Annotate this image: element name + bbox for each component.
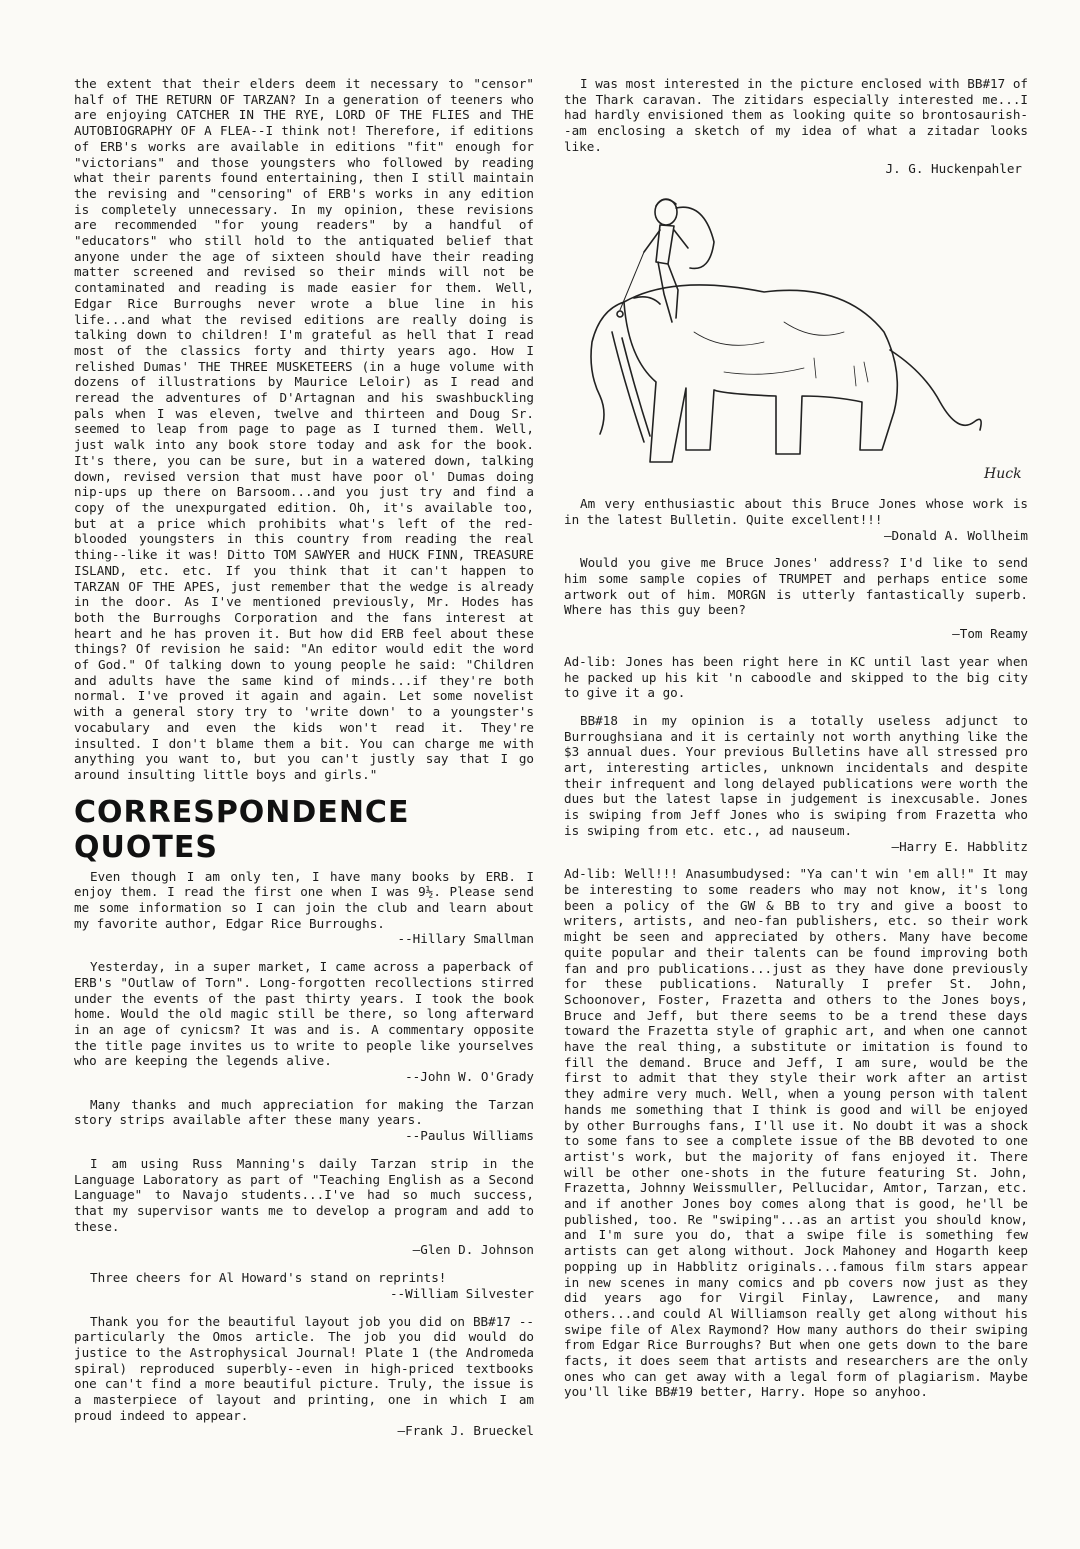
beast-tail [890, 350, 981, 430]
beast-body [624, 285, 897, 462]
letter-huckenpahler: I was most interested in the picture enclosed with BB#17 of the Thark caravan. The zitidars especially interested me...I had hardly envisioned them as looking quite so brontosaurish--am enclosing a sketch of my idea of what a zitadar looks like. [564, 76, 1028, 154]
quote-4: I am using Russ Manning's daily Tarzan strip in the Language Laboratory as part of "Teaching English as a Second Language" to Navajo students...I've had so much success, that my supervisor wants me to develop a program and add to these. [74, 1155, 534, 1234]
beast-trunk [591, 302, 624, 434]
beast-eye [617, 311, 623, 317]
beast-hatching [814, 358, 868, 386]
beast-shading [694, 322, 844, 374]
wollheim-signature: —Donald A. Wollheim [883, 527, 1028, 543]
beast-tusk [612, 332, 644, 442]
quote-3-signature: --Paulus Williams [405, 1128, 534, 1144]
quote-4-signature: —Glen D. Johnson [412, 1242, 534, 1258]
adlib-jones: Ad-lib: Jones has been right here in KC until last year when he packed up his kit 'n caboodle and skipped to the big city to give it a go. [564, 653, 1028, 701]
zitidar-illustration [564, 182, 1028, 492]
beast-ear [634, 297, 660, 304]
letter-continuation: the extent that their elders deem it necessary to "censor" half of THE RETURN OF TARZAN? In a generation of teeners who are enjoying CATCHER IN THE RYE, LORD OF THE FLIES and THE AUTOBIOGRAPHY OF A FLEA--I think not! Therefore, if editions of ERB's works are available in editions "fit" enough for "victorians" and those youngsters who followed by reading what their parents found entertaining, then I still maintain the revising and "censoring" of ERB's works in any edition is completely unnecessary. In my opinion, these revisions are recommended "for young readers" by a handful of "educators" who still hold to the antiquated belief that anyone under the age of sixteen should have their reading matter screened and revised so their minds will not be contaminated and reading is made easier for them. Well, Edgar Rice Burroughs never wrote a blue line in his life...and what the revised editions are really doing is talking down to children! I'm grateful as hell that I read most of the classics forty and thirty years ago. How I relished Dumas' THE THREE MUSKETEERS (in a huge volume with dozens of illustrations by Maurice Leloir) as I read and reread the adventures of D'Artagnan and his swashbuckling pals when I was eleven, twelve and thirteen and Doug Sr. seemed to leap from page to page as I turned them. Well, just walk into any book store today and ask for the book. It's there, you can be sure, but in a watered down, talking down, revised version that must have poor ol' Dumas doing nip-ups up there on Barsoom...and you just try and find a copy of the unexpurgated edition. Oh, it's available too, but at a price which prohibits what's left of the red-blooded youngsters in this country from reading the real thing--like it was! Ditto TOM SAWYER and HUCK FINN, TREASURE ISLAND, etc. etc. If you think that it can't happen to TARZAN OF THE APES, just remember that the wedge is already in the door. As I've mentioned previously, Mr. Hodes has both the Burroughs Corporation and the fans interest at heart and he has proven it. But how did ERB feel about these things? Of revision he said: "An editor would edit the word of God." Of talking down to young people he said: "Children and adults have the same kind of minds...if they're both normal. I've proved it again and again. Let some novelist with a general story try to 'write down' to a youngster's vocabulary and even the kids won't read it. They're insulted. I don't blame them a bit. You can charge me with anything you want to, but you can't justly say that I go around insulting little boys and girls." [74, 76, 534, 782]
rider-cape [676, 207, 714, 268]
letter-habblitz: BB#18 in my opinion is a totally useless adjunct to Burroughsiana and it is certainly not worth anything like the $3 annual dues. Your previous Bulletins have all stressed pro art, interesting articles, unknown incidentals and despite their infrequent and long delayed publications were worth the dues but the latest lapse in judgement is inexcusable. Jones is swiping from Jeff Jones who is swiping from Frazetta who is swiping from etc. etc., ad nauseum. [564, 712, 1028, 838]
quote-5: Three cheers for Al Howard's stand on reprints! [90, 1270, 447, 1286]
section-heading: CORRESPONDENCE QUOTES [74, 794, 410, 865]
quote-5-signature: --William Silvester [389, 1285, 534, 1301]
letter-reamy: Would you give me Bruce Jones' address? I'd like to send him some sample copies of TRUMPET and perhaps entice some artwork out of him. MORGN is utterly fantastically superb. Where has this guy been? [564, 555, 1028, 618]
habblitz-signature: —Harry E. Habblitz [891, 838, 1028, 854]
rider-arms [644, 230, 688, 252]
reins [620, 252, 644, 310]
quote-3: Many thanks and much appreciation for making the Tarzan story strips available after these many years. [74, 1096, 534, 1128]
huckenpahler-signature: J. G. Huckenpahler [885, 160, 1022, 176]
quote-1: Even though I am only ten, I have many books by ERB. I enjoy them. I read the first one when I was 9½. Please send me some information so I can join the club and learn about my favorite author, Edgar Rice Burroughs. [74, 868, 534, 931]
adlib-response: Ad-lib: Well!!! Anasumbudysed: "Ya can't win 'em all!" It may be interesting to some readers who may not know, it's long been a policy of the GW & BB to try and give a boost to writers, artists, and neo-fan publishers, etc. so their work might be seen and appreciated by others. Many have become quite popular and their talents can be found improving both fan and pro publications...just as they have done previously for these publications. Naturally I prefer St. John, Schoonover, Foster, Frazetta and others to the Jones boys, Bruce and Jeff, but there seems to be a trend these days toward the Frazetta style of graphic art, and when one cannot have the real thing, a substitute or imitation is found to fill the demand. Bruce and Jeff, I am sure, would be the first to admit that they style their work after an artist they admire very much. Well, when a young person with talent hands me something that I think is good and will be enjoyed by other Burroughs fans, I'll use it. No doubt it was a shock to some fans to see a complete issue of the BB devoted to one artist's work, but the majority of fans enjoyed it. There will be other one-shots in the future featuring St. John, Frazetta, Johnny Weissmuller, Pellucidar, Amtor, Tarzan, etc. and if another Jones boy comes along that is good, he'll be published, too. Re "swiping"...as an artist you should know, and I'm sure you do, that a swipe file is something few artists can get along without. Jock Mahoney and Hogarth keep popping up in Habblitz originals...famous film stars appear in new scenes in many comics and pb covers now just as they did years ago for Virgil Finlay, Lawrence, and many others...and could Al Williamson really get along without his swipe file of Alex Raymond? How many authors do their swiping from Edgar Rice Burroughs? But when one gets down to the bare facts, it does seem that artists and researchers are the only ones who can get away with a legal form of plagiarism. Maybe you'll like BB#19 better, Harry. Hope so anyhoo. [564, 866, 1028, 1400]
quote-2-signature: --John W. O'Grady [405, 1069, 534, 1085]
letter-wollheim: Am very enthusiastic about this Bruce Jones whose work is in the latest Bulletin. Quite excellent!!! [564, 496, 1028, 527]
quote-1-signature: --Hillary Smallman [397, 931, 534, 947]
artist-signature: Huck [984, 466, 1022, 483]
rider-helmet [656, 200, 676, 207]
right-column [564, 76, 1028, 1400]
left-column [74, 76, 534, 1439]
quote-2: Yesterday, in a super market, I came across a paperback of ERB's "Outlaw of Torn". Long-forgotten recollections stirred under the events of the past thirty years. I took the book home. Would the old magic still be there, so long afterward in an age of cynicsm? It was and is. A commentary opposite the title page invites us to write to people like yourselves who are keeping the legends alive. [74, 959, 534, 1069]
quote-6: Thank you for the beautiful layout job you did on BB#17 --particularly the Omos article. The job you did would do justice to the Astrophysical Journal! Plate 1 (the Andromeda spiral) reproduced superbly--even in high-priced textbooks one can't find a more beautiful picture. Truly, the issue is a masterpiece of layout and printing, one in which I am proud indeed to appear. [74, 1313, 534, 1423]
quote-6-signature: —Frank J. Brueckel [397, 1423, 534, 1439]
reamy-signature: —Tom Reamy [952, 626, 1028, 642]
rider-legs [658, 262, 678, 322]
